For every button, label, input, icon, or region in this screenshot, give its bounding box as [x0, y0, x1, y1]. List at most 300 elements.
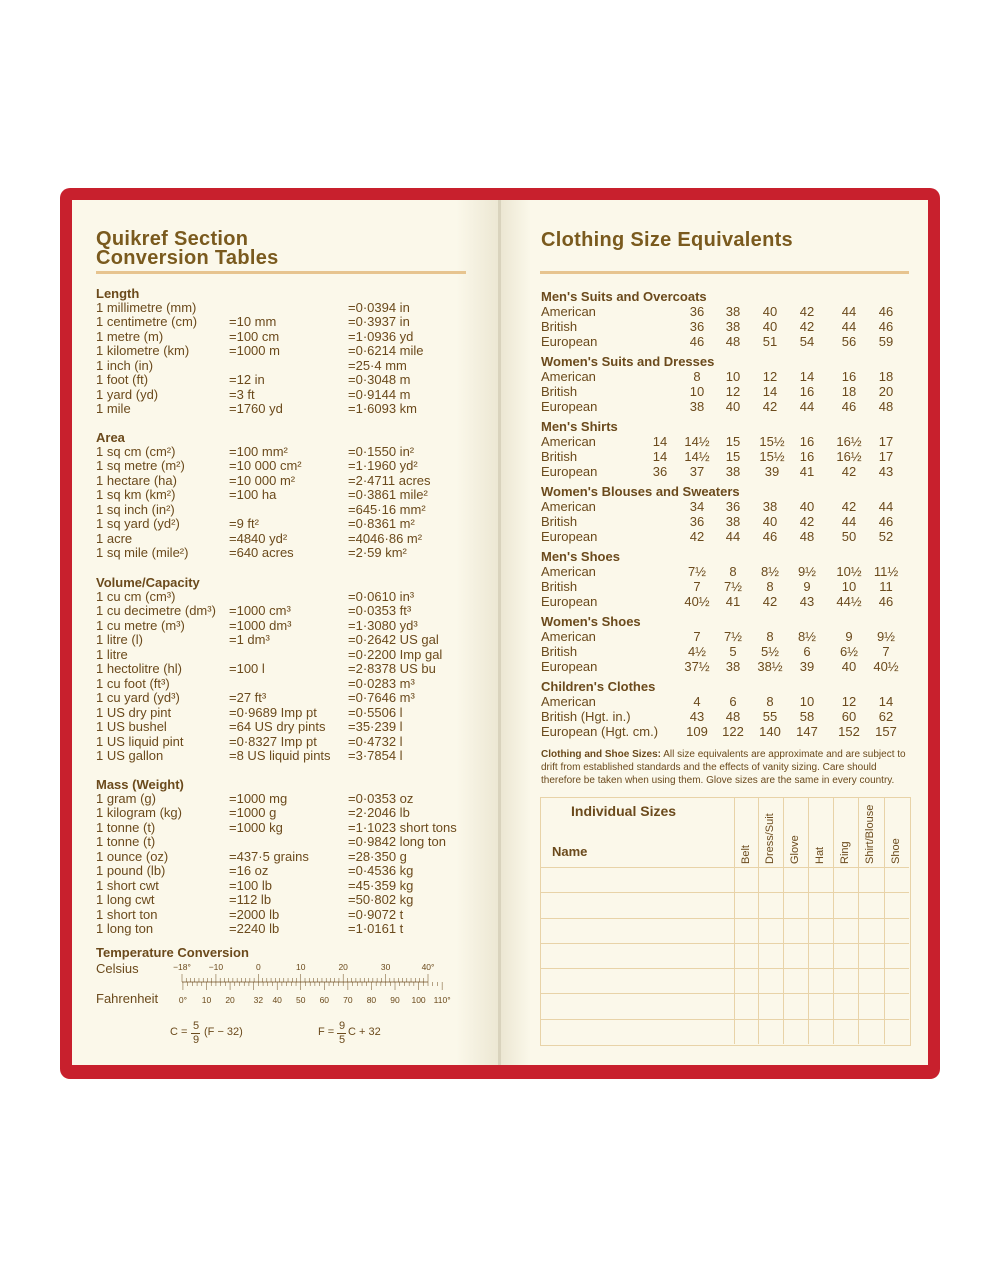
clothing-row: [0, 464, 1000, 479]
grid-column-line: [758, 797, 759, 1044]
unit-name: 1 cu decimetre (dm³): [96, 603, 216, 619]
clothing-size-value: 40: [841, 659, 857, 674]
unit-name: 1 kilometre (km): [96, 343, 190, 359]
clothing-size-value: 12: [762, 369, 778, 384]
clothing-size-value: 40: [762, 514, 778, 529]
conversion-row: [96, 864, 476, 879]
clothing-size-value: 8½: [760, 564, 780, 579]
clothing-size-value: 37½: [684, 659, 710, 674]
unit-name: 1 long cwt: [96, 892, 155, 908]
unit-name: 1 tonne (t): [96, 819, 156, 835]
unit-name: 1 acre: [96, 530, 133, 546]
clothing-size-value: 7: [693, 579, 701, 594]
clothing-size-value: 38½: [757, 659, 783, 674]
unit-name: 1 ounce (oz): [96, 848, 169, 864]
unit-equivalent: =0·9689 Imp pt: [229, 704, 317, 720]
formula-f-prefix: F =: [318, 1026, 335, 1038]
clothing-size-value: 42: [799, 514, 815, 529]
clothing-size-value: 46: [878, 514, 894, 529]
unit-equivalent: =100 cm: [229, 328, 280, 344]
unit-name: 1 sq km (km²): [96, 487, 176, 503]
clothing-size-value: 147: [796, 724, 818, 739]
clothing-size-value: 8: [693, 369, 701, 384]
clothing-table-title: Women's Blouses and Sweaters: [541, 484, 740, 499]
clothing-size-value: 36: [689, 319, 705, 334]
clothing-row-label: American: [541, 304, 596, 319]
clothing-row: [0, 399, 1000, 414]
section-title: Length: [96, 286, 140, 301]
individual-grid-border: [540, 797, 911, 1046]
section-title: Volume/Capacity: [96, 575, 200, 590]
unit-conversion: =2·59 km²: [348, 545, 407, 561]
clothing-size-value: 16½: [836, 449, 862, 464]
clothing-row-label: British (Hgt. in.): [541, 709, 631, 724]
fahrenheit-label: Fahrenheit: [96, 991, 159, 1006]
unit-equivalent: =8 US liquid pints: [229, 747, 331, 763]
unit-equivalent: =112 lb: [229, 892, 272, 908]
clothing-size-value: 36: [689, 514, 705, 529]
left-title-line2: Conversion Tables: [96, 247, 279, 269]
clothing-size-value: 42: [841, 499, 857, 514]
clothing-size-value: 38: [725, 514, 741, 529]
clothing-size-value: 41: [725, 594, 741, 609]
unit-equivalent: =100 mm²: [229, 444, 288, 459]
size-column-label: Shoe: [890, 838, 902, 864]
unit-conversion: =1·0161 t: [348, 921, 404, 937]
clothing-size-value: 48: [725, 334, 741, 349]
clothing-size-value: 44: [841, 514, 857, 529]
unit-conversion: =0·1550 in²: [348, 444, 415, 459]
unit-name: 1 sq inch (in²): [96, 501, 175, 517]
clothing-row: [0, 564, 1000, 579]
unit-conversion: =0·0353 ft³: [348, 603, 412, 619]
clothing-row: [0, 629, 1000, 644]
unit-equivalent: =1000 cm³: [229, 603, 291, 619]
unit-equivalent: =100 l: [229, 661, 265, 677]
clothing-row: [0, 579, 1000, 594]
clothing-size-value: 9: [845, 629, 853, 644]
clothing-size-value: 12: [841, 694, 857, 709]
unit-equivalent: =0·8327 Imp pt: [229, 733, 317, 749]
clothing-size-value: 9½: [797, 564, 817, 579]
clothing-size-value: 42: [689, 529, 705, 544]
unit-conversion: =1·6093 km: [348, 401, 418, 417]
clothing-size-value: 7½: [723, 629, 743, 644]
unit-name: 1 short ton: [96, 906, 158, 922]
clothing-size-value: 36: [652, 464, 668, 479]
formula-f-den: 5: [338, 1034, 346, 1046]
clothing-size-value: 5½: [760, 644, 780, 659]
clothing-size-value: 8: [729, 564, 737, 579]
unit-conversion: =0·2642 US gal: [348, 632, 439, 648]
celsius-tick-label: 20: [338, 962, 348, 972]
grid-column-line: [833, 797, 834, 1044]
clothing-size-value: 16: [799, 384, 815, 399]
unit-conversion: =1·1960 yd²: [348, 458, 418, 474]
conversion-row: [96, 893, 476, 908]
clothing-size-value: 51: [762, 334, 778, 349]
clothing-size-value: 18: [841, 384, 857, 399]
unit-conversion: =4046·86 m²: [348, 530, 423, 546]
clothing-size-value: 38: [725, 464, 741, 479]
celsius-tick-label: 30: [380, 962, 391, 972]
unit-conversion: =0·0610 in³: [348, 589, 415, 604]
clothing-size-value: 157: [875, 724, 897, 739]
clothing-row: [0, 659, 1000, 674]
unit-equivalent: =4840 yd²: [229, 530, 288, 546]
unit-conversion: =1·3080 yd³: [348, 617, 418, 633]
fahrenheit-tick-label: 100: [411, 995, 426, 1005]
section-title: Mass (Weight): [96, 777, 184, 792]
clothing-size-value: 46: [878, 319, 894, 334]
fahrenheit-tick-label: 80: [366, 995, 377, 1005]
clothing-size-value: 10: [725, 369, 741, 384]
grid-column-line: [783, 797, 784, 1044]
clothing-size-value: 10: [689, 384, 705, 399]
grid-row-line: [540, 892, 909, 893]
fahrenheit-tick-label: 50: [296, 995, 306, 1005]
clothing-size-value: 5: [729, 644, 737, 659]
unit-conversion: =0·0283 m³: [348, 675, 415, 691]
unit-name: 1 hectolitre (hl): [96, 661, 182, 677]
unit-conversion: =45·359 kg: [348, 877, 414, 893]
unit-conversion: =0·8361 m²: [348, 516, 415, 532]
size-column-label: Dress/Suit: [764, 813, 776, 864]
name-column-label: Name: [552, 844, 588, 859]
unit-conversion: =0·0353 oz: [348, 791, 414, 806]
clothing-size-value: 9½: [876, 629, 896, 644]
unit-name: 1 metre (m): [96, 328, 164, 344]
unit-conversion: =0·7646 m³: [348, 690, 415, 706]
clothing-size-value: 42: [762, 594, 778, 609]
temperature-scale: [170, 958, 470, 1008]
unit-name: 1 hectare (ha): [96, 472, 177, 488]
fahrenheit-tick-label: 90: [390, 995, 400, 1005]
unit-conversion: =0·0394 in: [348, 300, 410, 315]
clothing-row: [0, 449, 1000, 464]
unit-name: 1 short cwt: [96, 877, 159, 893]
clothing-size-value: 8: [766, 694, 774, 709]
formula-c-prefix: C =: [170, 1026, 188, 1038]
clothing-table-title: Men's Suits and Overcoats: [541, 289, 707, 304]
grid-row-line: [540, 968, 909, 969]
temperature-title: Temperature Conversion: [96, 945, 249, 960]
clothing-size-value: 52: [878, 529, 894, 544]
formula-f-num: 9: [338, 1020, 346, 1032]
unit-equivalent: =1000 m: [229, 343, 280, 359]
clothing-size-value: 44: [841, 304, 857, 319]
clothing-row-label: American: [541, 564, 596, 579]
clothing-size-value: 20: [878, 384, 894, 399]
clothing-size-value: 40: [799, 499, 815, 514]
formula-c-num: 5: [192, 1020, 200, 1032]
clothing-row: [0, 694, 1000, 709]
clothing-table-title: Men's Shirts: [541, 419, 618, 434]
grid-column-line: [858, 797, 859, 1044]
unit-name: 1 US dry pint: [96, 704, 172, 720]
clothing-table-title: Women's Shoes: [541, 614, 641, 629]
clothing-size-value: 42: [841, 464, 857, 479]
clothing-row: [0, 514, 1000, 529]
clothing-size-value: 8½: [797, 629, 817, 644]
grid-row-line: [540, 918, 909, 919]
unit-equivalent: =1000 dm³: [229, 617, 292, 633]
clothing-size-value: 15½: [759, 434, 785, 449]
celsius-tick-label: 10: [296, 962, 306, 972]
clothing-size-value: 6: [729, 694, 737, 709]
clothing-table-title: Women's Suits and Dresses: [541, 354, 715, 369]
clothing-size-value: 8: [766, 579, 774, 594]
clothing-size-value: 40: [762, 319, 778, 334]
unit-equivalent: =437·5 grains: [229, 848, 309, 864]
clothing-size-value: 46: [762, 529, 778, 544]
clothing-row: [0, 304, 1000, 319]
clothing-size-value: 10: [841, 579, 857, 594]
unit-name: 1 centimetre (cm): [96, 314, 198, 330]
unit-conversion: =0·3048 m: [348, 372, 411, 388]
clothing-row: [0, 384, 1000, 399]
unit-conversion: =1·0936 yd: [348, 328, 414, 344]
clothing-size-value: 152: [838, 724, 860, 739]
clothing-size-value: 38: [725, 304, 741, 319]
clothing-size-value: 40½: [684, 594, 710, 609]
clothing-size-value: 38: [725, 319, 741, 334]
clothing-row: [0, 334, 1000, 349]
clothing-size-value: 44: [799, 399, 815, 414]
clothing-size-value: 39: [764, 464, 780, 479]
clothing-size-value: 14: [652, 434, 668, 449]
clothing-size-value: 43: [878, 464, 894, 479]
clothing-row: [0, 644, 1000, 659]
clothing-size-value: 58: [799, 709, 815, 724]
clothing-row-label: American: [541, 629, 596, 644]
clothing-row: [0, 369, 1000, 384]
left-title-rule: [96, 271, 466, 274]
unit-equivalent: =1000 mg: [229, 791, 288, 806]
unit-conversion: =25·4 mm: [348, 357, 407, 373]
unit-name: 1 inch (in): [96, 357, 154, 373]
celsius-tick-label: −18°: [173, 962, 191, 972]
clothing-size-value: 9: [803, 579, 811, 594]
conversion-row: [96, 546, 476, 561]
clothing-size-value: 46: [878, 304, 894, 319]
unit-equivalent: =12 in: [229, 372, 265, 388]
left-title-line1: Quikref Section: [96, 228, 249, 250]
clothing-size-value: 38: [689, 399, 705, 414]
unit-name: 1 foot (ft): [96, 372, 149, 388]
clothing-size-value: 48: [725, 709, 741, 724]
clothing-size-value: 48: [878, 399, 894, 414]
clothing-size-value: 11: [879, 579, 893, 594]
clothing-size-value: 38: [762, 499, 778, 514]
unit-equivalent: =9 ft²: [229, 516, 259, 532]
clothing-size-value: 12: [725, 384, 741, 399]
clothing-row-label: European: [541, 659, 598, 674]
size-column-label: Hat: [814, 846, 826, 864]
unit-conversion: =0·9842 long ton: [348, 834, 446, 850]
unit-conversion: =3·7854 l: [348, 747, 403, 763]
clothing-size-value: 6: [803, 644, 811, 659]
clothing-size-value: 42: [762, 399, 778, 414]
conversion-row: [96, 749, 476, 764]
unit-name: 1 US liquid pint: [96, 733, 184, 749]
celsius-tick-label: 40°: [421, 962, 435, 972]
clothing-size-value: 46: [878, 594, 894, 609]
section-title: Area: [96, 430, 125, 445]
unit-conversion: =0·5506 l: [348, 704, 403, 720]
unit-name: 1 sq yard (yd²): [96, 516, 180, 532]
grid-row-line: [540, 867, 909, 868]
clothing-row-label: European: [541, 464, 598, 479]
clothing-size-value: 14: [799, 369, 815, 384]
unit-conversion: =28·350 g: [348, 848, 407, 864]
unit-conversion: =1·1023 short tons: [348, 819, 457, 835]
unit-conversion: =2·4711 acres: [348, 472, 431, 488]
unit-name: 1 cu foot (ft³): [96, 675, 170, 691]
fahrenheit-tick-label: 10: [201, 995, 212, 1005]
clothing-row-label: European: [541, 399, 598, 414]
clothing-size-value: 17: [878, 449, 894, 464]
clothing-row-label: British: [541, 644, 578, 659]
clothing-size-value: 46: [689, 334, 705, 349]
clothing-row: [0, 594, 1000, 609]
unit-equivalent: =27 ft³: [229, 690, 267, 706]
unit-conversion: =2·8378 US bu: [348, 661, 436, 677]
unit-conversion: =0·4536 kg: [348, 863, 414, 879]
formula-c-den: 9: [192, 1034, 200, 1046]
unit-conversion: =0·9144 m: [348, 386, 411, 402]
unit-name: 1 yard (yd): [96, 386, 159, 402]
unit-name: 1 cu metre (m³): [96, 617, 185, 633]
clothing-size-value: 14½: [684, 449, 710, 464]
clothing-size-value: 140: [759, 724, 781, 739]
unit-equivalent: =1760 yd: [229, 401, 283, 417]
clothing-size-value: 14: [878, 694, 894, 709]
unit-conversion: =0·3861 mile²: [348, 487, 428, 503]
unit-conversion: =0·3937 in: [348, 314, 410, 330]
unit-conversion: =645·16 mm²: [348, 501, 426, 517]
clothing-row: [0, 709, 1000, 724]
unit-equivalent: =1000 kg: [229, 819, 283, 835]
unit-equivalent: =1000 g: [229, 805, 277, 821]
clothing-size-value: 60: [841, 709, 857, 724]
fahrenheit-tick-label: 32: [253, 995, 264, 1005]
fahrenheit-tick-label: 20: [225, 995, 235, 1005]
unit-equivalent: =3 ft: [229, 386, 255, 402]
clothing-size-value: 43: [689, 709, 705, 724]
fahrenheit-tick-label: 70: [343, 995, 353, 1005]
celsius-tick-label: −10: [208, 962, 224, 972]
clothing-note: [541, 748, 909, 787]
unit-name: 1 tonne (t): [96, 834, 156, 850]
clothing-row-label: British: [541, 514, 578, 529]
clothing-row-label: American: [541, 434, 596, 449]
unit-conversion: =0·6214 mile: [348, 343, 424, 359]
unit-conversion: =50·802 kg: [348, 892, 414, 908]
clothing-size-value: 7: [882, 644, 890, 659]
clothing-row-label: European: [541, 334, 598, 349]
clothing-row: [0, 724, 1000, 739]
clothing-size-value: 4½: [687, 644, 707, 659]
unit-name: 1 mile: [96, 401, 131, 417]
clothing-row-label: European: [541, 529, 598, 544]
clothing-size-value: 16: [799, 434, 815, 449]
clothing-row-label: European (Hgt. cm.): [541, 724, 659, 739]
clothing-size-value: 7: [693, 629, 701, 644]
unit-equivalent: =16 oz: [229, 863, 269, 879]
conversion-row: [96, 908, 476, 923]
clothing-size-value: 59: [878, 334, 894, 349]
clothing-row: [0, 499, 1000, 514]
unit-equivalent: =100 ha: [229, 487, 277, 503]
clothing-size-value: 46: [841, 399, 857, 414]
clothing-row-label: American: [541, 369, 596, 384]
clothing-size-value: 18: [878, 369, 894, 384]
clothing-row-label: British: [541, 384, 578, 399]
clothing-size-value: 14½: [684, 434, 710, 449]
clothing-size-value: 15: [725, 434, 741, 449]
clothing-size-value: 11½: [873, 564, 899, 579]
size-column-label: Glove: [789, 835, 801, 864]
unit-equivalent: =100 lb: [229, 877, 273, 893]
clothing-note-bold: Clothing and Shoe Sizes:: [541, 749, 662, 760]
clothing-size-value: 44: [878, 499, 894, 514]
clothing-row-label: American: [541, 499, 596, 514]
unit-conversion: =35·239 l: [348, 719, 403, 735]
unit-equivalent: =640 acres: [229, 545, 294, 561]
clothing-row-label: British: [541, 449, 578, 464]
unit-name: 1 litre (l): [96, 632, 143, 648]
right-title: Clothing Size Equivalents: [541, 229, 793, 251]
fahrenheit-tick-label: 60: [319, 995, 330, 1005]
unit-conversion: =0·9072 t: [348, 906, 404, 922]
fahrenheit-tick-label: 110°: [433, 995, 451, 1005]
individual-title: Individual Sizes: [571, 803, 677, 819]
unit-equivalent: =2000 lb: [229, 906, 280, 922]
unit-equivalent: =2240 lb: [229, 921, 280, 937]
clothing-size-value: 44: [725, 529, 741, 544]
clothing-size-value: 14: [762, 384, 778, 399]
clothing-table-title: Children's Clothes: [541, 679, 656, 694]
unit-equivalent: =64 US dry pints: [229, 719, 326, 735]
conversion-row: [96, 922, 476, 937]
unit-equivalent: =1 dm³: [229, 632, 270, 648]
clothing-size-value: 10: [799, 694, 815, 709]
clothing-row-label: European: [541, 594, 598, 609]
unit-name: 1 kilogram (kg): [96, 805, 182, 821]
clothing-size-value: 54: [799, 334, 815, 349]
clothing-size-value: 36: [725, 499, 741, 514]
unit-name: 1 US bushel: [96, 719, 167, 735]
size-column-label: Ring: [839, 841, 851, 864]
grid-column-line: [884, 797, 885, 1044]
clothing-size-value: 16: [841, 369, 857, 384]
grid-row-line: [540, 993, 909, 994]
clothing-row-label: American: [541, 694, 596, 709]
clothing-note-text: All size equivalents are approximate and are subject to drift from established standards and the effects of vanity sizing. Care should therefore be taken when using them. Glove sizes are the same in every country.: [541, 749, 906, 786]
grid-row-line: [540, 943, 909, 944]
clothing-row-label: British: [541, 579, 578, 594]
unit-name: 1 litre: [96, 646, 128, 662]
clothing-row-label: British: [541, 319, 578, 334]
clothing-size-value: 40½: [873, 659, 899, 674]
clothing-size-value: 6½: [839, 644, 859, 659]
clothing-size-value: 42: [799, 304, 815, 319]
unit-conversion: =0·2200 Imp gal: [348, 646, 443, 662]
clothing-size-value: 50: [841, 529, 857, 544]
unit-name: 1 sq mile (mile²): [96, 545, 189, 561]
unit-equivalent: =10 000 cm²: [229, 458, 302, 474]
